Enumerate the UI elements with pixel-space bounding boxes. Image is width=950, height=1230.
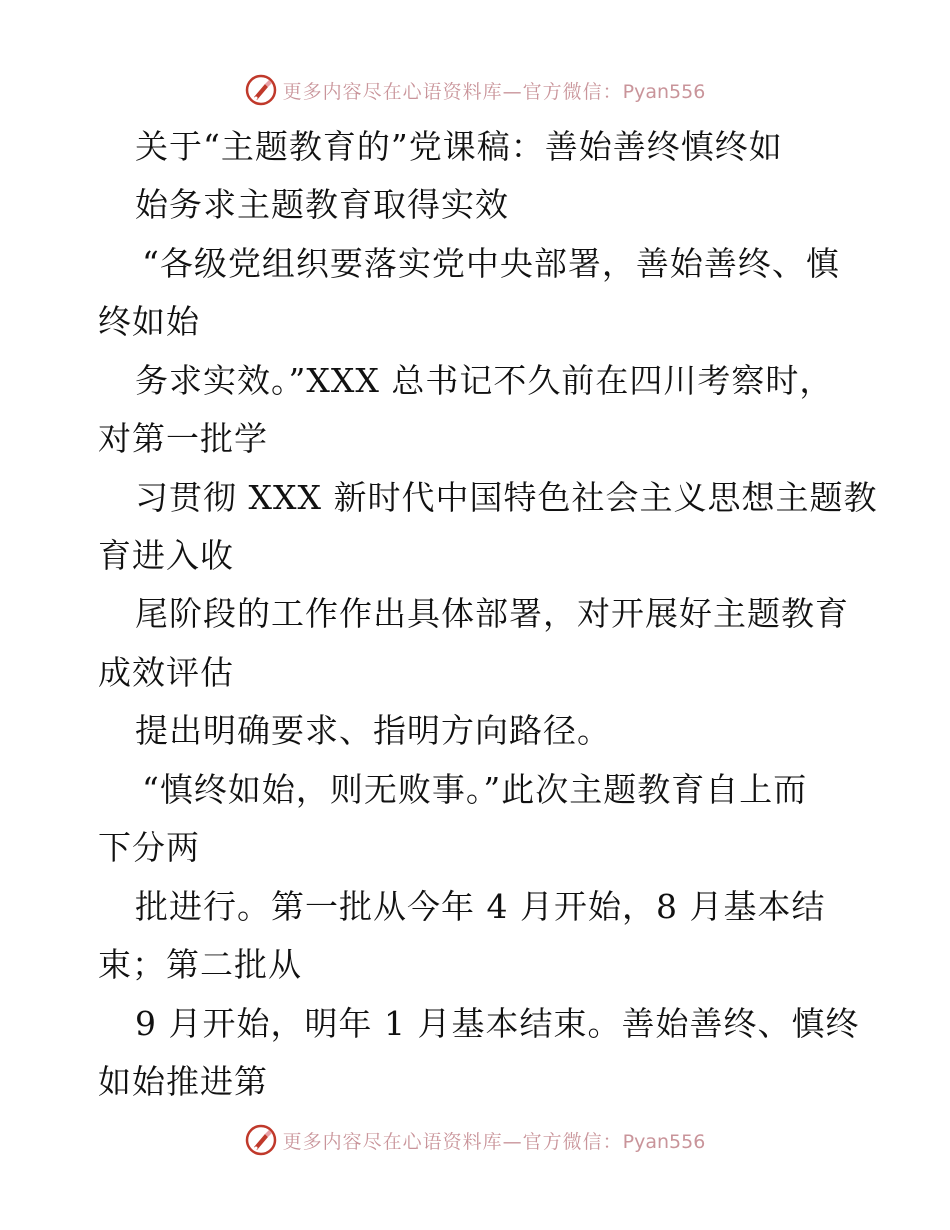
body-line-3: “各级党组织要落实党中央部署，善始善终、慎 [142,244,840,283]
body-line-12: “慎终如始，则无败事。”此次主题教育自上而 [142,770,808,809]
body-line-11: 提出明确要求、指明方向路径。 [135,711,611,750]
header-watermark-id: Pyan556 [622,80,706,103]
body-line-1: 关于“主题教育的”党课稿：善始善终慎终如 [135,127,783,166]
body-line-6: 对第一批学 [98,419,268,458]
body-line-2: 始务求主题教育取得实效 [135,185,509,224]
body-line-8: 育进入收 [98,536,234,575]
body-line-9: 尾阶段的工作作出具体部署，对开展好主题教育 [135,594,849,633]
body-line-16: 9 月开始，明年 1 月基本结束。善始善终、慎终 [135,1004,860,1043]
pen-logo-icon [245,1124,277,1156]
footer-watermark-text: 更多内容尽在心语资料库—官方微信： [282,1130,623,1153]
header-watermark [0,70,950,110]
body-line-13: 下分两 [98,828,200,867]
body-line-15: 束；第二批从 [98,945,302,984]
body-line-7: 习贯彻 XXX 新时代中国特色社会主义思想主题教 [135,478,878,517]
header-watermark-text: 更多内容尽在心语资料库—官方微信： [282,80,623,103]
footer-watermark [0,1120,950,1160]
body-line-17: 如始推进第 [98,1062,268,1101]
pen-logo-icon [245,74,277,106]
body-line-10: 成效评估 [98,653,234,692]
body-line-4: 终如始 [98,302,200,341]
footer-watermark-id: Pyan556 [622,1130,706,1153]
body-line-5: 务求实效。”XXX 总书记不久前在四川考察时， [135,361,834,400]
body-line-14: 批进行。第一批从今年 4 月开始，8 月基本结 [135,887,826,926]
